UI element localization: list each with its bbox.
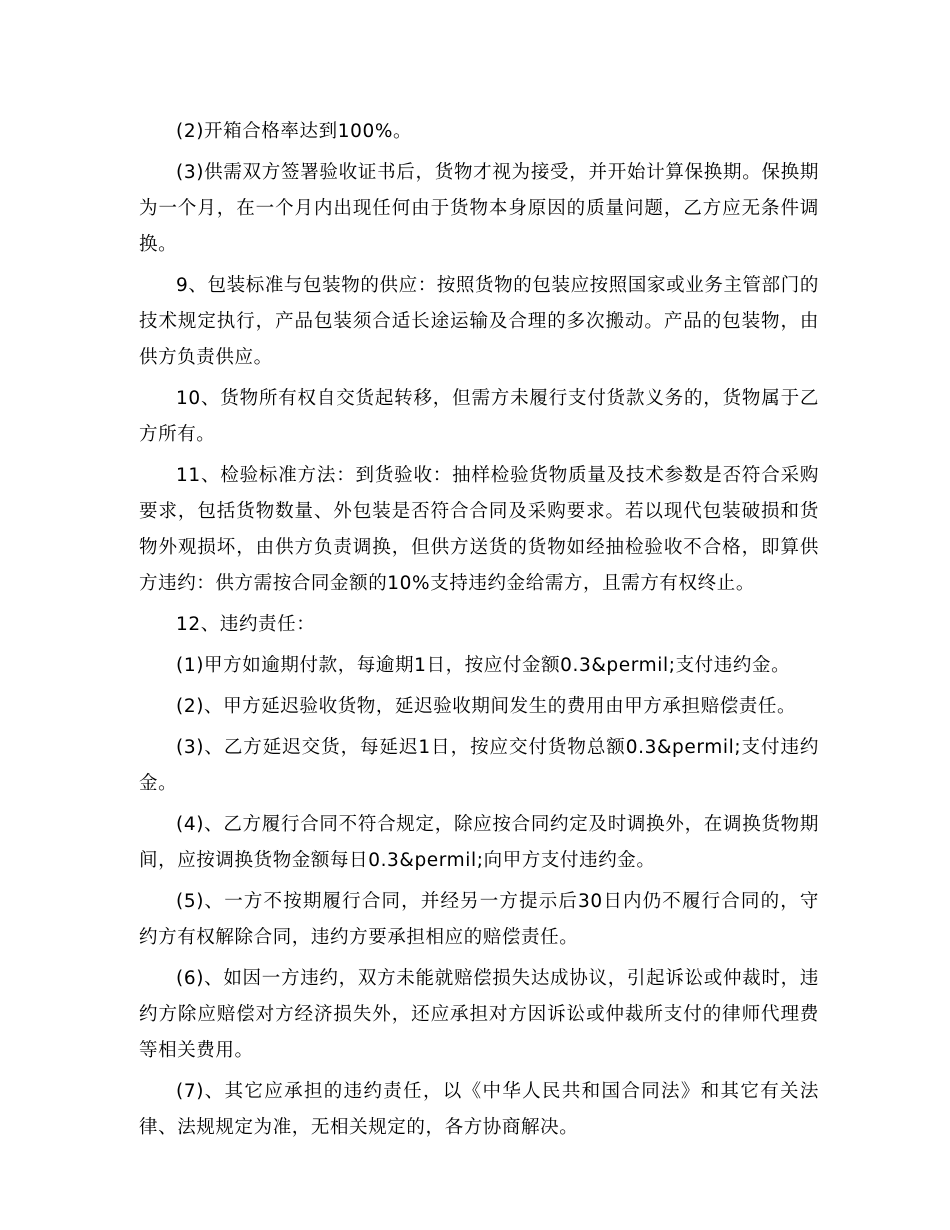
paragraph-delayed-delivery: (3)、乙方延迟交货，每延迟1日，按应交付货物总额0.3&permil;支付违约金。 xyxy=(139,737,819,794)
paragraph-nonconforming-performance: (4)、乙方履行合同不符合规定，除应按合同约定及时调换外，在调换货物期间，应按调换货物金额每日0.3&permil;向甲方支付违约金。 xyxy=(139,814,819,871)
paragraph-packaging-standard: 9、包装标准与包装物的供应：按照货物的包装应按照国家或业务主管部门的技术规定执行，产品包装须合适长途运输及合理的多次搬动。产品的包装物，由供方负责供应。 xyxy=(139,275,819,368)
paragraph-litigation-costs: (6)、如因一方违约，双方未能就赔偿损失达成协议，引起诉讼或仲裁时，违约方除应赔偿对方经济损失外，还应承担对方因诉讼或仲裁所支付的律师代理费等相关费用。 xyxy=(139,968,819,1061)
paragraph-acceptance-certificate: (3)供需双方签署验收证书后，货物才视为接受，并开始计算保换期。保换期为一个月，在一个月内出现任何由于货物本身原因的质量问题，乙方应无条件调换。 xyxy=(139,162,819,255)
paragraph-ownership-transfer: 10、货物所有权自交货起转移，但需方未履行支付货款义务的，货物属于乙方所有。 xyxy=(139,388,819,445)
paragraph-acceptance-rate: (2)开箱合格率达到100%。 xyxy=(176,121,413,142)
paragraph-other-liabilities: (7)、其它应承担的违约责任，以《中华人民共和国合同法》和其它有关法律、法规规定为准，无相关规定的，各方协商解决。 xyxy=(139,1081,819,1138)
paragraph-contract-termination: (5)、一方不按期履行合同，并经另一方提示后30日内仍不履行合同的，守约方有权解除合同，违约方要承担相应的赔偿责任。 xyxy=(139,891,819,948)
document-body xyxy=(139,114,819,1151)
paragraph-breach-liability-heading: 12、违约责任： xyxy=(176,614,316,635)
paragraph-delayed-acceptance: (2)、甲方延迟验收货物，延迟验收期间发生的费用由甲方承担赔偿责任。 xyxy=(176,696,797,717)
paragraph-inspection-method: 11、检验标准方法：到货验收：抽样检验货物质量及技术参数是否符合采购要求，包括货物数量、外包装是否符合合同及采购要求。若以现代包装破损和货物外观损坏，由供方负责调换，但供方送货的货物如经抽检验收不合格，即算供方违约：供方需按合同金额的10%支持违约金给需方，且需方有权终止。 xyxy=(139,465,819,594)
paragraph-late-payment: (1)甲方如逾期付款，每逾期1日，按应付金额0.3&permil;支付违约金。 xyxy=(176,655,791,676)
